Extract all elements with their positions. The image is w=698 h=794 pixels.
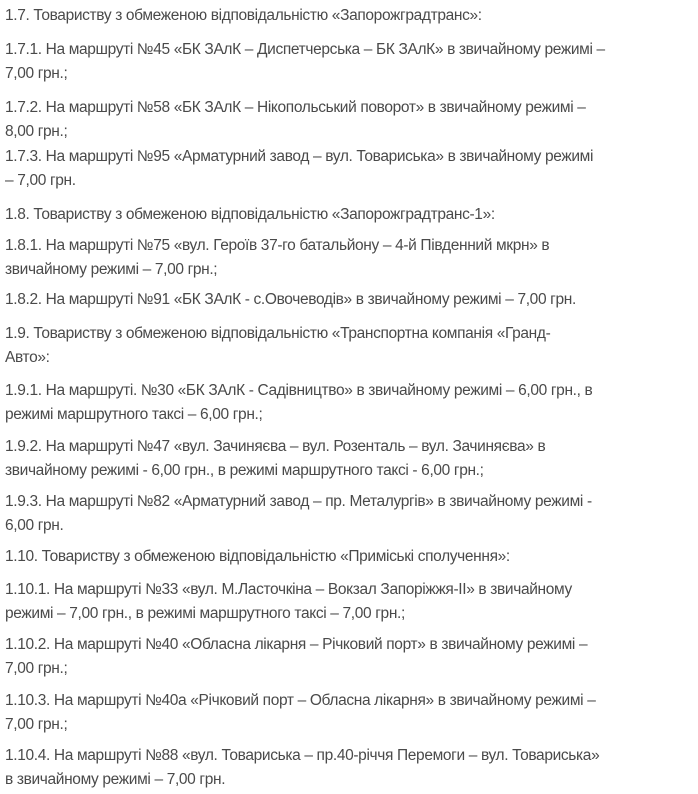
paragraph-line: 1.9.2. На маршруті №47 «вул. Зачиняєва – вул. Розенталь – вул. Зачиняєва» в xyxy=(5,438,546,455)
paragraph-line: Авто»: xyxy=(5,349,50,366)
paragraph-line: 7,00 грн.; xyxy=(5,716,68,733)
paragraph-line: 1.9. Товариству з обмеженою відповідальністю «Транспортна компанія «Гранд- xyxy=(5,325,551,342)
paragraph-1-7 xyxy=(5,4,482,28)
paragraph-1-8-1 xyxy=(5,234,549,282)
paragraph-line: режимі – 7,00 грн., в режимі маршрутного таксі – 7,00 грн.; xyxy=(5,605,405,622)
paragraph-line: 1.10.1. На маршруті №33 «вул. М.Ласточкіна – Вокзал Запоріжжя-ІІ» в звичайному xyxy=(5,581,572,598)
paragraph-line: 6,00 грн. xyxy=(5,517,64,534)
paragraph-1-10-1 xyxy=(5,578,572,626)
paragraph-1-8-2 xyxy=(5,288,576,312)
paragraph-line: звичайному режимі – 7,00 грн.; xyxy=(5,261,218,278)
paragraph-line: 8,00 грн.; xyxy=(5,123,68,140)
paragraph-1-9 xyxy=(5,322,550,370)
paragraph-line: 1.7.1. На маршруті №45 «БК ЗАлК – Диспетчерська – БК ЗАлК» в звичайному режимі – xyxy=(5,41,605,58)
paragraph-1-10-3 xyxy=(5,689,596,737)
paragraph-1-8 xyxy=(5,203,495,227)
paragraph-line: 1.10.4. На маршруті №88 «вул. Товариська – пр.40-річчя Перемоги – вул. Товариська» xyxy=(5,747,600,764)
paragraph-1-7-1 xyxy=(5,38,605,86)
paragraph-line: 1.9.1. На маршруті. №30 «БК ЗАлК - Садівництво» в звичайному режимі – 6,00 грн., в xyxy=(5,382,593,399)
paragraph-line: режимі маршрутного таксі – 6,00 грн.; xyxy=(5,406,263,423)
paragraph-line: 1.9.3. На маршруті №82 «Арматурний завод – пр. Металургів» в звичайному режимі - xyxy=(5,493,592,510)
paragraph-1-7-3 xyxy=(5,145,593,193)
paragraph-line: 1.8.2. На маршруті №91 «БК ЗАлК - с.Овочеводів» в звичайному режимі – 7,00 грн. xyxy=(5,291,576,308)
paragraph-1-7-2 xyxy=(5,96,586,144)
paragraph-line: – 7,00 грн. xyxy=(5,172,76,189)
paragraph-line: в звичайному режимі – 7,00 грн. xyxy=(5,771,226,788)
paragraph-line: 1.7.2. На маршруті №58 «БК ЗАлК – Нікопольський поворот» в звичайному режимі – xyxy=(5,99,586,116)
paragraph-line: 1.10.3. На маршруті №40а «Річковий порт – Обласна лікарня» в звичайному режимі – xyxy=(5,692,596,709)
paragraph-1-10 xyxy=(5,545,510,569)
paragraph-1-9-3 xyxy=(5,490,592,538)
paragraph-line: 1.7.3. На маршруті №95 «Арматурний завод – вул. Товариська» в звичайному режимі xyxy=(5,148,594,165)
paragraph-line: 1.10.2. На маршруті №40 «Обласна лікарня – Річковий порт» в звичайному режимі – xyxy=(5,636,588,653)
paragraph-line: 1.8.1. На маршруті №75 «вул. Героїв 37-го батальйону – 4-й Південний мкрн» в xyxy=(5,237,550,254)
paragraph-line: 7,00 грн.; xyxy=(5,660,68,677)
paragraph-line: 1.7. Товариству з обмеженою відповідальністю «Запорожградтранс»: xyxy=(5,7,482,24)
paragraph-line: звичайному режимі - 6,00 грн., в режимі маршрутного таксі - 6,00 грн.; xyxy=(5,462,484,479)
paragraph-1-9-1 xyxy=(5,379,592,427)
paragraph-1-10-4 xyxy=(5,744,599,792)
paragraph-1-9-2 xyxy=(5,435,545,483)
paragraph-line: 7,00 грн.; xyxy=(5,65,68,82)
paragraph-line: 1.10. Товариству з обмеженою відповідальністю «Приміські сполучення»: xyxy=(5,548,510,565)
paragraph-1-10-2 xyxy=(5,633,587,681)
paragraph-line: 1.8. Товариству з обмеженою відповідальністю «Запорожградтранс-1»: xyxy=(5,206,495,223)
